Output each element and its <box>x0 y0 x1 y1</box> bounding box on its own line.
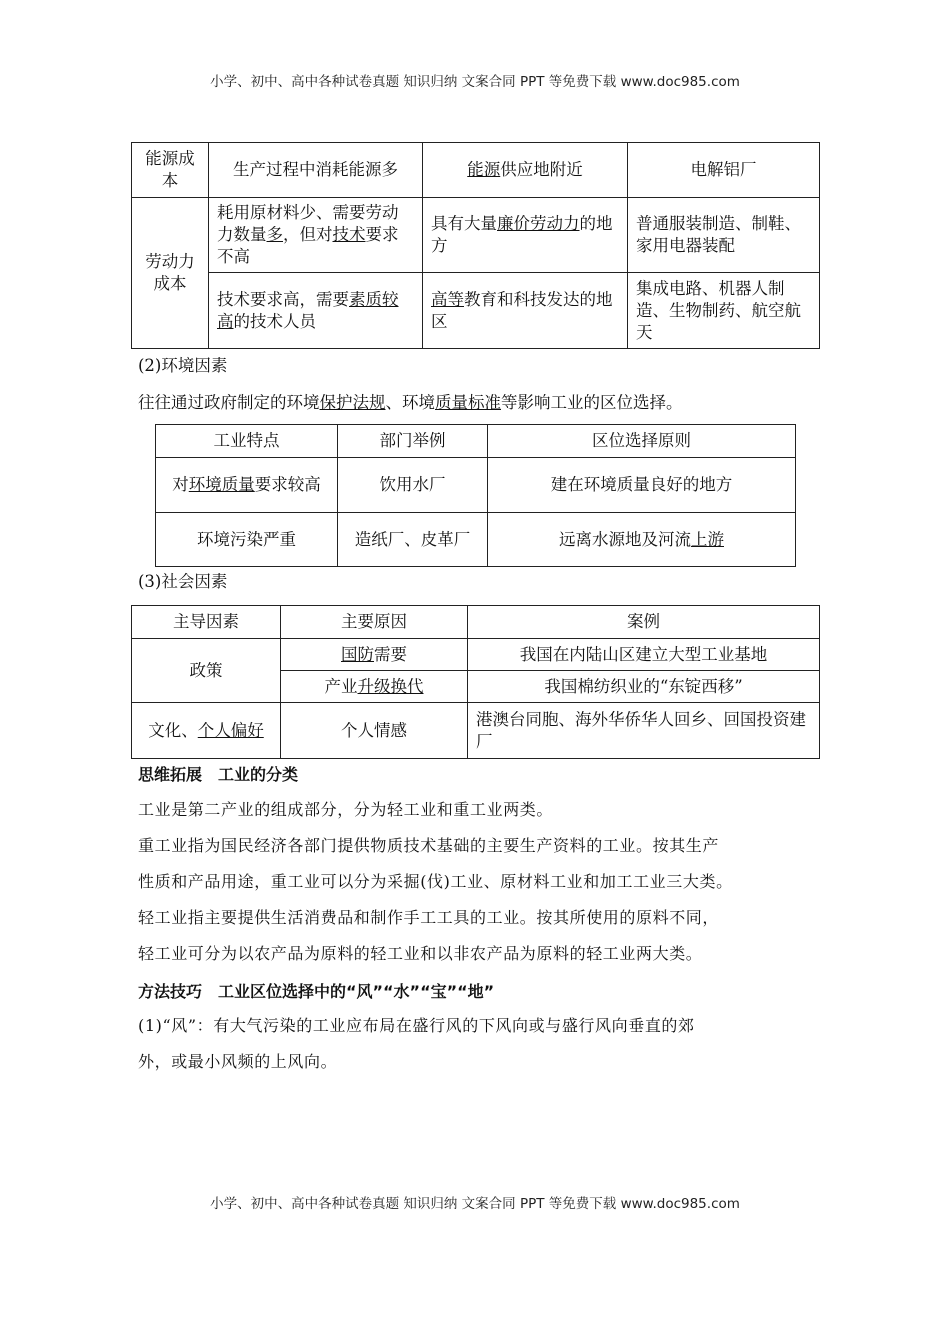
energy-factor-cell: 能源成本 <box>132 143 209 198</box>
case2-cell: 我国棉纺织业的“东锭西移” <box>468 671 820 703</box>
env-row1-principle: 建在环境质量良好的地方 <box>488 458 796 513</box>
thinking-p3a: 轻工业指主要提供生活消费品和制作手工工具的工业。按其所使用的原料不同， <box>138 908 720 927</box>
reason1-cell: 国防需要 <box>281 639 468 671</box>
thinking-p1: 工业是第二产业的组成部分，分为轻工业和重工业两类。 <box>138 800 554 819</box>
labor1-feature-cell: 耗用原材料少、需要劳动力数量多，但对技术要求不高 <box>209 198 423 273</box>
case3-cell: 港澳台同胞、海外华侨华人回乡、回国投资建厂 <box>468 703 820 759</box>
culture-cell: 文化、个人偏好 <box>132 703 281 759</box>
section-3-title: (3)社会因素 <box>138 572 228 591</box>
env-row2-example: 造纸厂、皮革厂 <box>338 513 488 567</box>
header-cell: 区位选择原则 <box>488 425 796 458</box>
method-p1a: (1)“风”：有大气污染的工业应布局在盛行风的下风向或与盛行风向垂直的郊 <box>138 1016 695 1035</box>
environment-table <box>155 424 796 567</box>
table-row <box>132 198 820 273</box>
energy-example-cell: 电解铝厂 <box>628 143 820 198</box>
section-2-title: (2)环境因素 <box>138 356 228 375</box>
labor2-feature-cell: 技术要求高，需要素质较高的技术人员 <box>209 273 423 349</box>
method-title: 方法技巧 工业区位选择中的“风”“水”“宝”“地” <box>138 982 495 1001</box>
labor-factor-cell: 劳动力成本 <box>132 198 209 349</box>
section-2-intro: 往往通过政府制定的环境保护法规、环境质量标准等影响工业的区位选择。 <box>138 393 683 412</box>
thinking-p2a: 重工业指为国民经济各部门提供物质技术基础的主要生产资料的工业。按其生产 <box>138 836 720 855</box>
case1-cell: 我国在内陆山区建立大型工业基地 <box>468 639 820 671</box>
table-row <box>156 425 796 458</box>
thinking-title: 思维拓展 工业的分类 <box>138 765 299 784</box>
env-row2-principle: 远离水源地及河流上游 <box>488 513 796 567</box>
table-row <box>132 606 820 639</box>
energy-feature-cell: 生产过程中消耗能源多 <box>209 143 423 198</box>
env-row2-feature: 环境污染严重 <box>156 513 338 567</box>
header-cell: 案例 <box>468 606 820 639</box>
cost-factors-table <box>131 142 820 349</box>
page-header: 小学、初中、高中各种试卷真题 知识归纳 文案合同 PPT 等免费下载 www.doc985.com <box>210 74 740 90</box>
table-row <box>132 639 820 671</box>
table-row <box>132 273 820 349</box>
header-cell: 主要原因 <box>281 606 468 639</box>
labor2-location-cell: 高等教育和科技发达的地区 <box>423 273 628 349</box>
table-row <box>132 703 820 759</box>
header-cell: 部门举例 <box>338 425 488 458</box>
table-row <box>132 143 820 198</box>
policy-cell: 政策 <box>132 639 281 703</box>
thinking-p2b: 性质和产品用途，重工业可以分为采掘(伐)工业、原材料工业和加工工业三大类。 <box>138 872 733 891</box>
page-footer: 小学、初中、高中各种试卷真题 知识归纳 文案合同 PPT 等免费下载 www.doc985.com <box>210 1196 740 1212</box>
env-row1-feature: 对环境质量要求较高 <box>156 458 338 513</box>
table-row <box>156 513 796 567</box>
table-row <box>156 458 796 513</box>
method-p1b: 外，或最小风频的上风向。 <box>138 1052 338 1071</box>
labor1-location-cell: 具有大量廉价劳动力的地方 <box>423 198 628 273</box>
labor2-example-cell: 集成电路、机器人制造、生物制药、航空航天 <box>628 273 820 349</box>
labor1-example-cell: 普通服装制造、制鞋、家用电器装配 <box>628 198 820 273</box>
social-factors-table <box>131 605 820 759</box>
env-row1-example: 饮用水厂 <box>338 458 488 513</box>
reason3-cell: 个人情感 <box>281 703 468 759</box>
reason2-cell: 产业升级换代 <box>281 671 468 703</box>
header-cell: 工业特点 <box>156 425 338 458</box>
header-cell: 主导因素 <box>132 606 281 639</box>
thinking-p3b: 轻工业可分为以农产品为原料的轻工业和以非农产品为原料的轻工业两大类。 <box>138 944 703 963</box>
energy-location-cell: 能源供应地附近 <box>423 143 628 198</box>
